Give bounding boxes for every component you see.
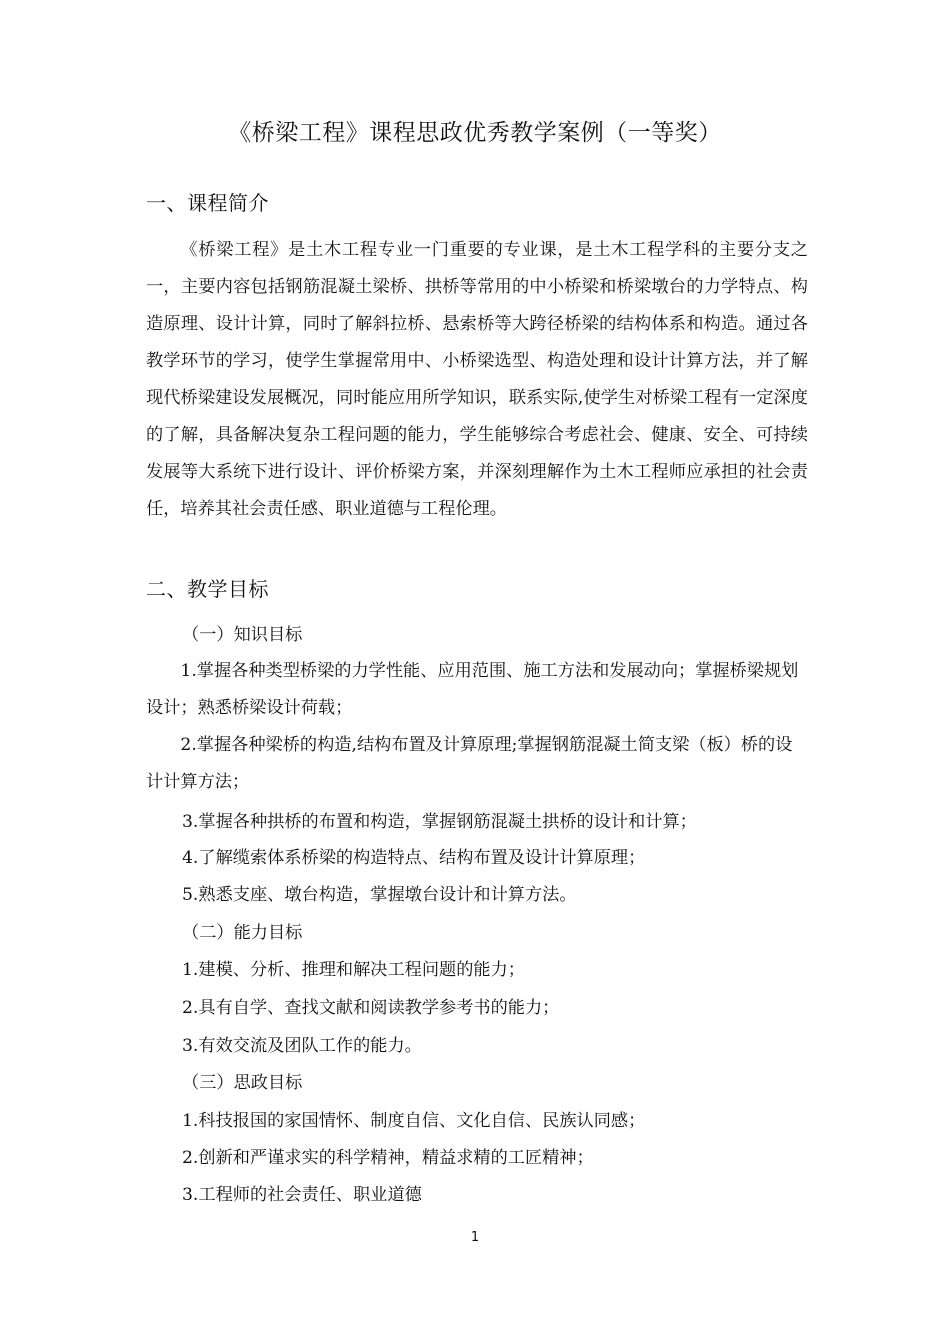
section-heading-teaching-goals: 二、教学目标 xyxy=(146,577,269,601)
knowledge-goal-item: 2.掌握各种梁桥的构造,结构布置及计算原理;掌握钢筋混凝土简支梁（板）桥的设计计算方法； xyxy=(146,735,793,792)
course-intro-paragraph: 《桥梁工程》是土木工程专业一门重要的专业课，是土木工程学科的主要分支之一，主要内容包括钢筋混凝土梁桥、拱桥等常用的中小桥梁和桥梁墩台的力学特点、构造原理、设计计算，同时了解斜拉桥、悬索桥等大跨径桥梁的结构体系和构造。通过各教学环节的学习，使学生掌握常用中、小桥梁选型、构造处理和设计计算方法，并了解现代桥梁建设发展概况，同时能应用所学知识，联系实际,使学生对桥梁工程有一定深度的了解，具备解决复杂工程问题的能力，学生能够综合考虑社会、健康、安全、可持续发展等大系统下进行设计、评价桥梁方案，并深刻理解作为土木工程师应承担的社会责任，培养其社会责任感、职业道德与工程伦理。 xyxy=(146,240,808,519)
document-title: 《桥梁工程》课程思政优秀教学案例（一等奖） xyxy=(228,120,722,146)
ability-goal-item: 1.建模、分析、推理和解决工程问题的能力； xyxy=(182,960,525,980)
ideology-goal-item: 3.工程师的社会责任、职业道德 xyxy=(182,1185,422,1205)
knowledge-goal-item: 3.掌握各种拱桥的布置和构造，掌握钢筋混凝土拱桥的设计和计算； xyxy=(182,812,697,832)
ideology-goal-item: 2.创新和严谨求实的科学精神，精益求精的工匠精神； xyxy=(182,1148,594,1168)
ideology-goal-item: 1.科技报国的家国情怀、制度自信、文化自信、民族认同感； xyxy=(182,1111,646,1131)
knowledge-goal-item: 4.了解缆索体系桥梁的构造特点、结构布置及设计计算原理； xyxy=(182,848,646,868)
subheading-ideology-goals: （三）思政目标 xyxy=(182,1073,303,1093)
section-heading-course-intro: 一、课程简介 xyxy=(146,191,269,215)
page-number: 1 xyxy=(470,1230,480,1245)
ability-goal-item: 2.具有自学、查找文献和阅读教学参考书的能力； xyxy=(182,998,560,1018)
knowledge-goal-item: 5.熟悉支座、墩台构造，掌握墩台设计和计算方法。 xyxy=(182,885,577,905)
subheading-ability-goals: （二）能力目标 xyxy=(182,923,303,943)
ability-goal-item: 3.有效交流及团队工作的能力。 xyxy=(182,1036,422,1056)
subheading-knowledge-goals: （一）知识目标 xyxy=(182,625,303,645)
knowledge-goal-item: 1.掌握各种类型桥梁的力学性能、应用范围、施工方法和发展动向；掌握桥梁规划设计；熟悉桥梁设计荷载； xyxy=(146,661,799,718)
